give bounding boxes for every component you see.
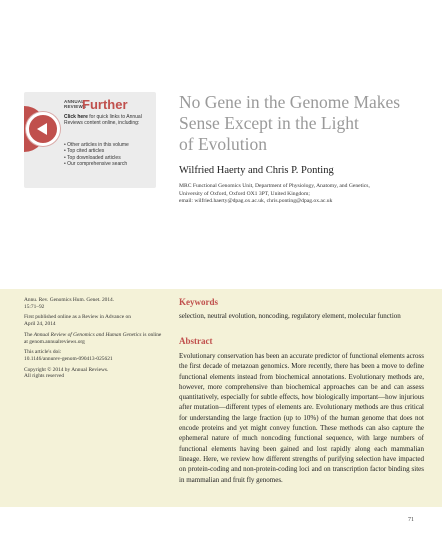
arrow-left-icon[interactable] xyxy=(26,112,60,146)
page-number: 71 xyxy=(408,517,414,523)
doi: This article's doi: 10.1146/annurev-genom-090413-025621 xyxy=(24,349,113,362)
further-link-other-articles[interactable]: • Other articles in this volume xyxy=(64,142,129,148)
further-link-top-downloaded[interactable]: • Top downloaded articles xyxy=(64,154,121,161)
abstract-text: Evolutionary conservation has been an accurate predictor of functional elements across the first decade of metazoan genomics. More recently, there has been a move to define functional elements instead from biochemical annotations. Evolutionary methods are, however, more comprehensive than biochemical approaches can be and can assess quantitatively, especially for subtle effects, how biologically important—how injurious after mutation—different types of elements are. Evolutionary methods are thus critical for understanding the large fraction (up to 10%) of the human genome that does not encode proteins and yet might convey function. These methods can also capture the ephemeral nature of much noncoding functional sequence, with large numbers of functional elements having been gained and lost rapidly along each mammalian lineage. Here, we review how different strengths of purifying selection have impacted on protein-coding and non-protein-coding loci and on transcription factor binding sites in mammalian and fruit fly genomes. xyxy=(179,352,424,484)
keywords-text: selection, neutral evolution, noncoding, regulatory element, molecular function xyxy=(179,312,401,320)
further-link-search[interactable]: • Our comprehensive search xyxy=(64,161,128,168)
annual-reviews-logo: ANNUAL REVIEWS xyxy=(64,99,87,109)
abstract-heading: Abstract xyxy=(179,336,213,346)
further-links xyxy=(64,142,129,168)
keywords-heading: Keywords xyxy=(179,297,218,307)
further-lead[interactable]: Click here for quick links to Annual Reviews content online, including: xyxy=(64,114,142,126)
affiliation: MRC Functional Genomics Unit, Department of Physiology, Anatomy, and Genetics, University of Oxford, Oxford OX1 3PT, United Kingdom; email: wilfried.haerty@dpag.ox.ac.uk, chris.ponting@dpag.ox.ac.uk xyxy=(179,183,370,205)
citation: Annu. Rev. Genomics Hum. Genet. 2014. 15:71–92 xyxy=(24,297,115,310)
article-title: No Gene in the Genome Makes Sense Except in the Light of Evolution xyxy=(179,92,401,154)
article-info-sidebar xyxy=(24,297,164,384)
further-logo-text: Further xyxy=(82,97,128,112)
authors: Wilfried Haerty and Chris P. Ponting xyxy=(179,165,334,176)
copyright: Copyright © 2014 by Annual Reviews. All rights reserved xyxy=(24,366,109,380)
online-note: The Annual Review of Genomics and Human Genetics is online at genom.annualreviews.org xyxy=(24,331,162,345)
further-link-top-cited[interactable]: • Top cited articles xyxy=(64,148,105,155)
further-panel[interactable] xyxy=(24,92,156,188)
publication-note: First published online as a Review in Advance on April 24, 2014 xyxy=(24,314,131,328)
